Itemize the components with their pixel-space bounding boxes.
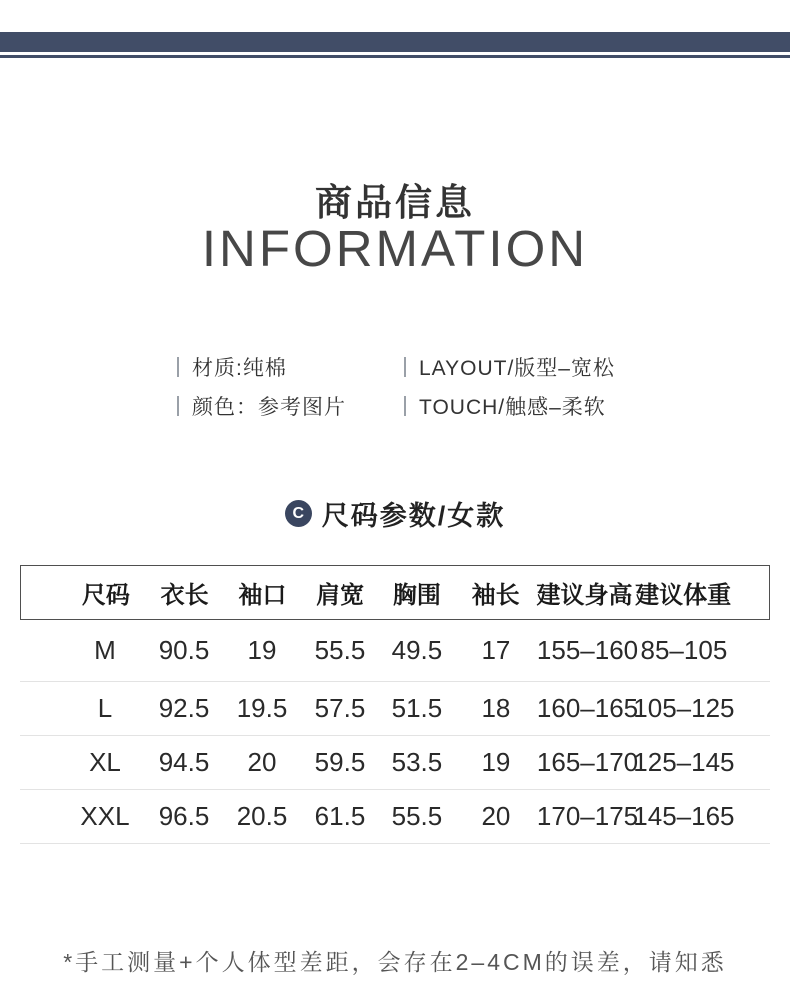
attribute-color	[177, 395, 346, 417]
table-cell: 57.5	[314, 693, 366, 723]
divider-bar-icon	[177, 357, 179, 377]
page-title-english: INFORMATION	[201, 220, 589, 277]
divider-bar-icon	[177, 396, 179, 416]
top-accent-bar-thin	[0, 55, 790, 58]
table-cell: 20	[247, 747, 277, 777]
divider-bar-icon	[404, 357, 406, 377]
table-cell: 59.5	[314, 747, 366, 777]
table-cell: 85–105	[640, 635, 728, 665]
header-cell-suggested-weight: 建议体重	[635, 582, 732, 609]
table-cell: 160–165	[536, 693, 639, 723]
size-section-header	[0, 494, 790, 533]
table-cell: 55.5	[391, 801, 443, 831]
table-cell: 18	[481, 693, 511, 723]
table-cell: 61.5	[314, 801, 366, 831]
table-cell: 20.5	[236, 801, 288, 831]
table-cell: 55.5	[314, 635, 366, 665]
table-cell: 53.5	[391, 747, 443, 777]
table-cell: 96.5	[158, 801, 210, 831]
table-cell: 105–125	[633, 693, 735, 723]
table-cell: 51.5	[391, 693, 443, 723]
table-cell: 125–145	[633, 747, 735, 777]
table-cell: 20	[481, 801, 511, 831]
header-cell-garment-length: 衣长	[160, 582, 209, 609]
table-row-m	[20, 620, 770, 682]
table-cell: 49.5	[391, 635, 443, 665]
size-chart-table	[20, 565, 770, 844]
header-cell-cuff: 袖口	[238, 582, 287, 609]
attribute-material	[177, 356, 287, 378]
table-cell: 165–170	[536, 747, 639, 777]
header-cell-suggested-height: 建议身高	[536, 582, 633, 609]
header-cell-shoulder-width: 肩宽	[316, 582, 365, 609]
top-accent-bar-thick	[0, 32, 790, 52]
table-cell: 19.5	[236, 693, 288, 723]
header-cell-bust: 胸围	[392, 582, 441, 609]
table-cell: 19	[247, 635, 277, 665]
table-row-l	[20, 682, 770, 736]
table-header-row	[20, 565, 770, 620]
attribute-color-label: 颜色：参考图片	[192, 396, 346, 419]
divider-bar-icon	[404, 396, 406, 416]
table-row-xl	[20, 736, 770, 790]
header-cell-sleeve-length: 袖长	[471, 582, 520, 609]
table-cell: 92.5	[158, 693, 210, 723]
attribute-touch-label: TOUCH/触感–柔软	[419, 396, 606, 419]
table-cell: 170–175	[536, 801, 639, 831]
attribute-layout-label: LAYOUT/版型–宽松	[419, 357, 615, 380]
header-cell-size: 尺码	[81, 582, 130, 609]
page-title-chinese: 商品信息	[315, 182, 475, 223]
table-row-xxl	[20, 790, 770, 844]
attribute-material-label: 材质:纯棉	[192, 357, 287, 380]
table-cell: 145–165	[633, 801, 735, 831]
attribute-touch	[404, 395, 606, 417]
table-cell: XXL	[80, 801, 130, 831]
table-cell: 90.5	[158, 635, 210, 665]
attribute-layout	[404, 356, 615, 378]
table-cell: 17	[481, 635, 511, 665]
measurement-disclaimer: *手工测量+个人体型差距，会存在2–4CM的误差，请知悉	[63, 949, 727, 975]
table-cell: M	[94, 635, 116, 665]
table-cell: XL	[89, 747, 121, 777]
size-section-title: 尺码参数/女款	[321, 501, 506, 531]
table-cell: 19	[481, 747, 511, 777]
c-badge-icon: C	[285, 500, 312, 527]
table-cell: 155–160	[536, 635, 639, 665]
table-cell: 94.5	[158, 747, 210, 777]
table-cell: L	[97, 693, 113, 723]
